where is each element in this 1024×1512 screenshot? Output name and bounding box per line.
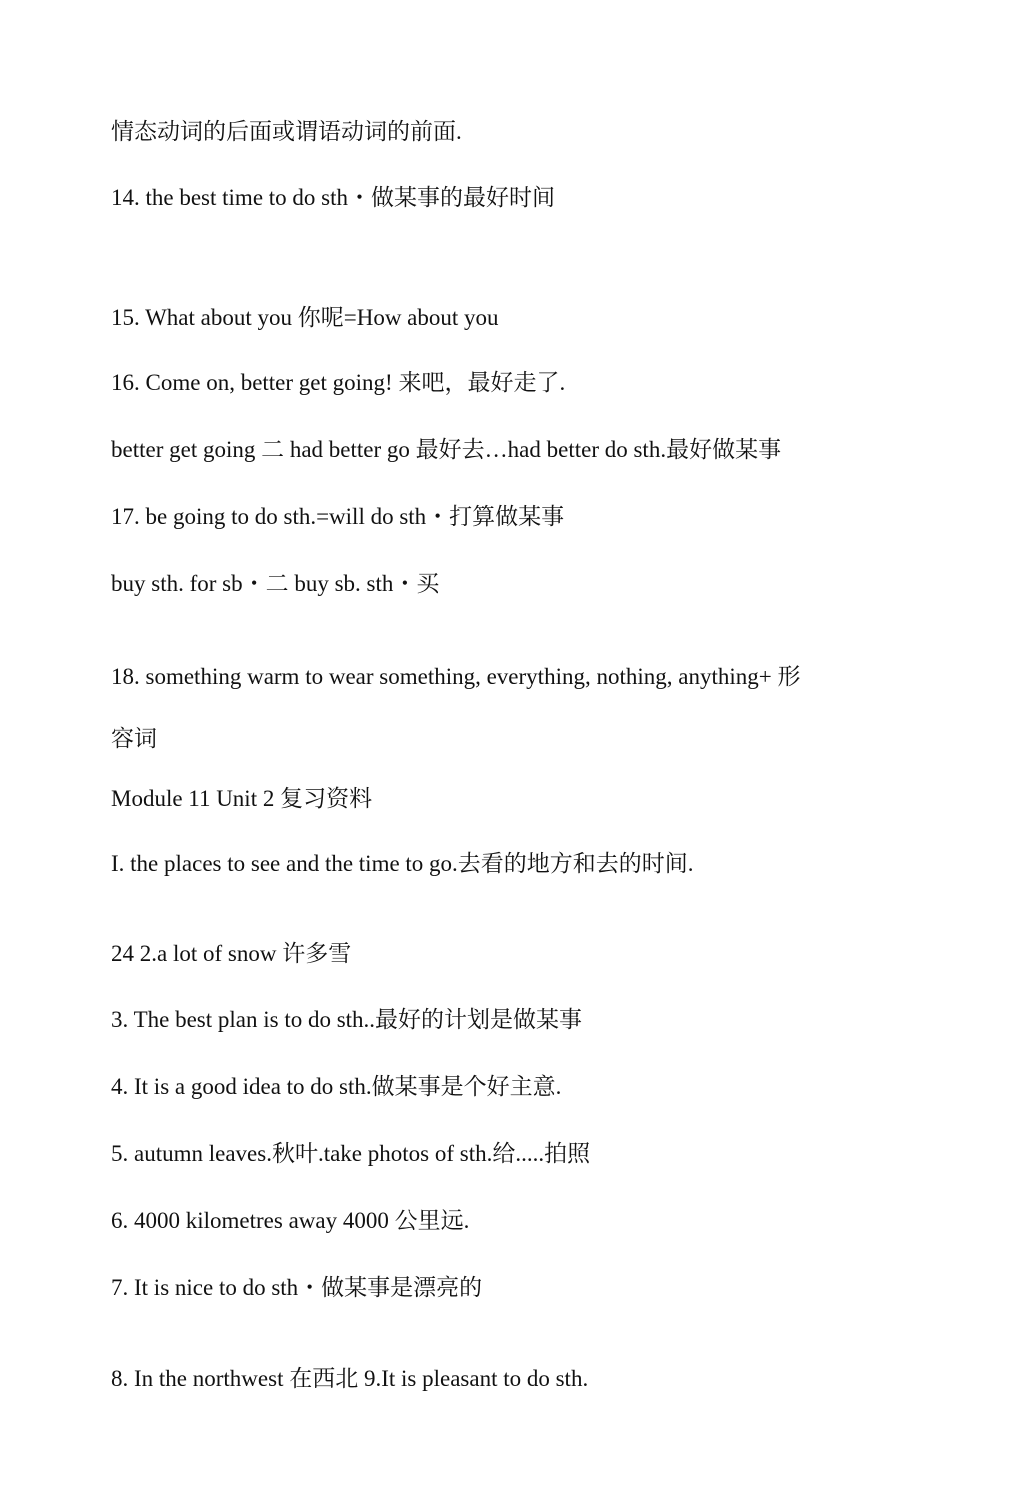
- text-line: I. the places to see and the time to go.去看的地方和去的时间.: [111, 851, 694, 876]
- text-line: 17. be going to do sth.=will do sth・打算做某事: [111, 504, 565, 529]
- text-line: 7. It is nice to do sth・做某事是漂亮的: [111, 1275, 483, 1300]
- text-line: 5. autumn leaves.秋叶.take photos of sth.给.....拍照: [111, 1141, 591, 1166]
- text-line: 16. Come on, better get going! 来吧，最好走了.: [111, 370, 566, 395]
- text-line: 18. something warm to wear something, everything, nothing, anything+ 形: [111, 664, 801, 689]
- text-line: 容词: [111, 726, 157, 751]
- text-line: 8. In the northwest 在西北 9.It is pleasant to do sth.: [111, 1366, 589, 1391]
- text-line: better get going 二 had better go 最好去…had better do sth.最好做某事: [111, 437, 782, 462]
- text-line: 4. It is a good idea to do sth.做某事是个好主意.: [111, 1074, 562, 1099]
- section-heading: Module 11 Unit 2 复习资料: [111, 786, 373, 811]
- text-line: 3. The best plan is to do sth..最好的计划是做某事: [111, 1007, 583, 1032]
- text-line: 14. the best time to do sth・做某事的最好时间: [111, 185, 556, 210]
- text-line: 6. 4000 kilometres away 4000 公里远.: [111, 1208, 470, 1233]
- text-line: 15. What about you 你呢=How about you: [111, 305, 499, 330]
- text-line: buy sth. for sb・二 buy sb. sth・买: [111, 571, 440, 596]
- text-line: 24 2.a lot of snow 许多雪: [111, 941, 352, 966]
- text-line: 情态动词的后面或谓语动词的前面.: [111, 119, 462, 144]
